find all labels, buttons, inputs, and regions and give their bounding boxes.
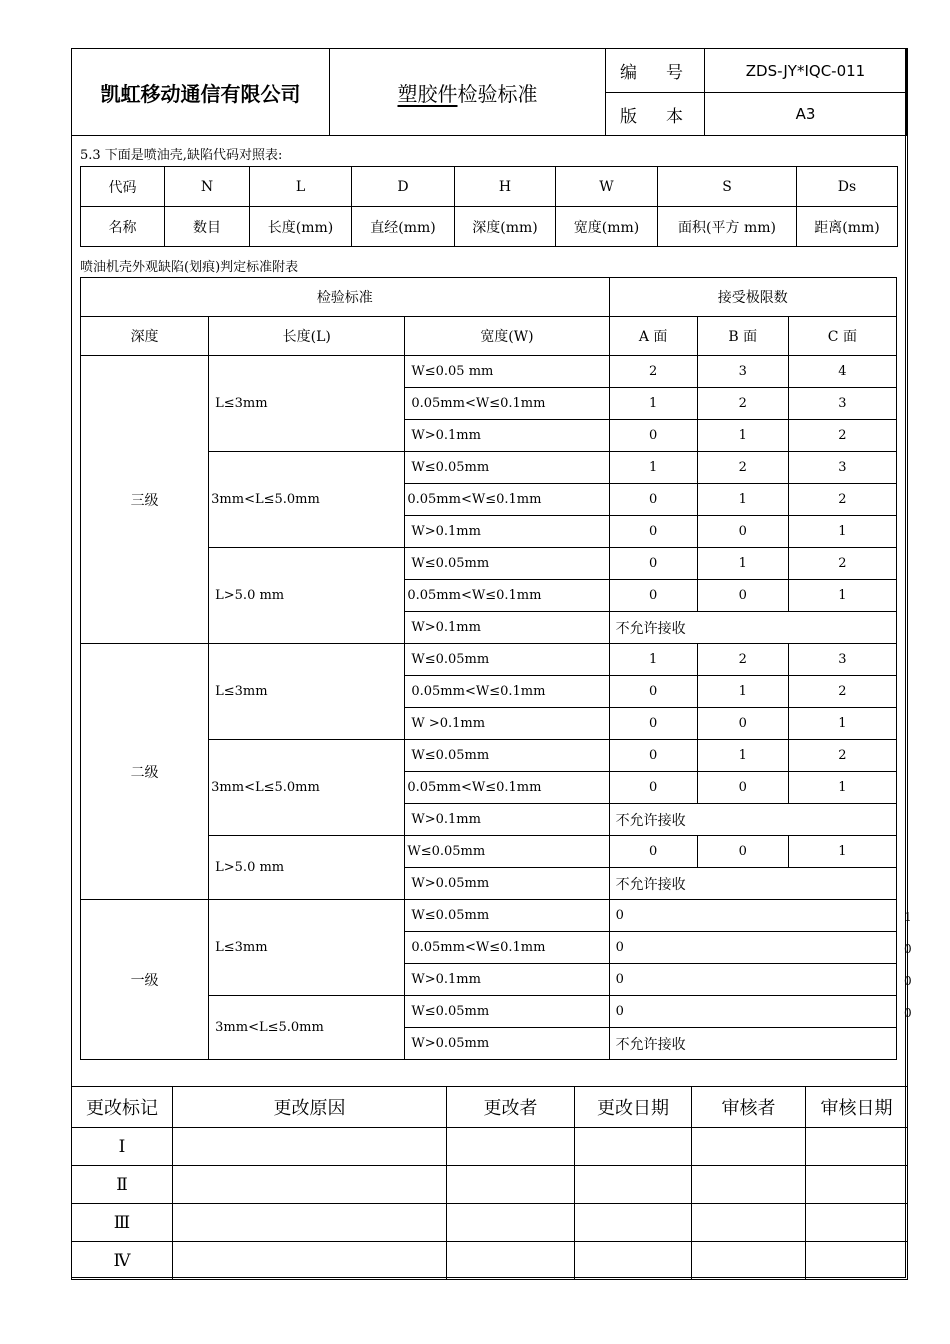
merged-limit-cell: 0 <box>609 996 896 1028</box>
code-cell: 代码 <box>81 167 165 207</box>
a-value: 0 <box>609 420 697 452</box>
length-header: 长度(L) <box>209 317 405 356</box>
c-value: 3 <box>788 388 896 420</box>
revision-header: 审核日期 <box>806 1087 908 1128</box>
b-value: 0 <box>697 708 788 740</box>
revision-cell <box>173 1242 447 1280</box>
revision-cell <box>575 1128 692 1166</box>
code-row <box>81 167 898 207</box>
name-cell: 距离(mm) <box>797 207 898 247</box>
not-accepted-cell: 不允许接收 <box>609 612 896 644</box>
width-cell: W>0.1mm <box>405 964 609 996</box>
width-cell: W≤0.05mm <box>405 548 609 580</box>
a-value: 0 <box>609 484 697 516</box>
level-cell: 三级 <box>81 356 209 644</box>
b-value: 1 <box>697 484 788 516</box>
criteria-table-caption: 喷油机壳外观缺陷(划痕)判定标准附表 <box>80 260 299 275</box>
a-value: 1 <box>609 452 697 484</box>
c-value: 1 <box>788 772 896 804</box>
revision-cell <box>447 1128 575 1166</box>
revision-table <box>71 1086 908 1280</box>
width-cell: 0.05mm<W≤0.1mm <box>405 388 609 420</box>
title-underlined-part: 塑胶件 <box>397 81 458 106</box>
c-value: 1 <box>788 580 896 612</box>
defect-code-table <box>80 166 898 247</box>
length-cell: L>5.0 mm <box>209 836 405 900</box>
c-value: 3 <box>788 452 896 484</box>
width-cell: W>0.1mm <box>405 612 609 644</box>
name-row <box>81 207 898 247</box>
c-value: 1 <box>788 516 896 548</box>
revision-header: 更改日期 <box>575 1087 692 1128</box>
name-cell: 面积(平方 mm) <box>658 207 797 247</box>
revision-cell <box>806 1204 908 1242</box>
surface-b-header: B 面 <box>697 317 788 356</box>
revision-cell <box>692 1242 806 1280</box>
revision-cell <box>575 1166 692 1204</box>
name-cell: 直经(mm) <box>352 207 455 247</box>
c-value: 2 <box>788 484 896 516</box>
length-cell: L≤3mm <box>209 644 405 740</box>
revision-cell <box>173 1166 447 1204</box>
b-value: 0 <box>697 516 788 548</box>
c-value: 4 <box>788 356 896 388</box>
width-cell: W>0.1mm <box>405 420 609 452</box>
width-cell: W>0.1mm <box>405 804 609 836</box>
code-cell: N <box>165 167 250 207</box>
b-value: 0 <box>697 580 788 612</box>
number-label: 编 号 <box>606 49 705 93</box>
revision-cell <box>575 1204 692 1242</box>
c-value: 2 <box>788 548 896 580</box>
b-value: 1 <box>697 420 788 452</box>
length-cell: 3mm<L≤5.0mm <box>209 740 405 836</box>
code-cell: L <box>250 167 352 207</box>
stray-mark: 0 <box>904 942 912 956</box>
document-header <box>71 48 907 136</box>
width-cell: 0.05mm<W≤0.1mm <box>405 772 609 804</box>
revision-cell <box>447 1242 575 1280</box>
a-value: 0 <box>609 548 697 580</box>
length-cell: 3mm<L≤5.0mm <box>209 452 405 548</box>
a-value: 0 <box>609 836 697 868</box>
b-value: 1 <box>697 676 788 708</box>
surface-a-header: A 面 <box>609 317 697 356</box>
code-cell: S <box>658 167 797 207</box>
revision-cell <box>173 1204 447 1242</box>
length-cell: 3mm<L≤5.0mm <box>209 996 405 1060</box>
c-value: 3 <box>788 644 896 676</box>
acceptance-limit-header: 接受极限数 <box>609 278 896 317</box>
b-value: 2 <box>697 644 788 676</box>
revision-header: 审核者 <box>692 1087 806 1128</box>
width-cell: W≤0.05 mm <box>405 356 609 388</box>
company-name: 凯虹移动通信有限公司 <box>72 49 330 136</box>
c-value: 2 <box>788 420 896 452</box>
c-value: 1 <box>788 708 896 740</box>
document-number: ZDS-JY*IQC-011 <box>705 49 907 93</box>
revision-header: 更改原因 <box>173 1087 447 1128</box>
width-cell: W >0.1mm <box>405 708 609 740</box>
width-cell: W>0.05mm <box>405 1028 609 1060</box>
revision-cell <box>575 1242 692 1280</box>
merged-limit-cell: 0 <box>609 900 896 932</box>
revision-cell <box>447 1166 575 1204</box>
b-value: 1 <box>697 548 788 580</box>
inspection-standard-header: 检验标准 <box>81 278 610 317</box>
level-cell: 二级 <box>81 644 209 900</box>
width-cell: 0.05mm<W≤0.1mm <box>405 484 609 516</box>
revision-mark: Ⅱ <box>72 1166 173 1204</box>
width-cell: W>0.05mm <box>405 868 609 900</box>
a-value: 1 <box>609 388 697 420</box>
width-cell: 0.05mm<W≤0.1mm <box>405 580 609 612</box>
revision-header: 更改标记 <box>72 1087 173 1128</box>
stray-mark: 1 <box>904 910 912 924</box>
depth-header: 深度 <box>81 317 209 356</box>
revision-cell <box>447 1204 575 1242</box>
width-cell: W≤0.05mm <box>405 740 609 772</box>
scratch-criteria-table <box>80 277 897 1060</box>
width-cell: W≤0.05mm <box>405 836 609 868</box>
title-rest: 检验标准 <box>457 81 538 106</box>
width-header: 宽度(W) <box>405 317 609 356</box>
width-cell: 0.05mm<W≤0.1mm <box>405 676 609 708</box>
name-cell: 深度(mm) <box>455 207 556 247</box>
width-cell: W≤0.05mm <box>405 644 609 676</box>
length-cell: L≤3mm <box>209 900 405 996</box>
revision-cell <box>806 1128 908 1166</box>
b-value: 1 <box>697 740 788 772</box>
a-value: 0 <box>609 740 697 772</box>
width-cell: W≤0.05mm <box>405 996 609 1028</box>
c-value: 2 <box>788 676 896 708</box>
stray-mark: 0 <box>904 1006 912 1020</box>
name-cell: 宽度(mm) <box>556 207 658 247</box>
length-cell: L≤3mm <box>209 356 405 452</box>
c-value: 1 <box>788 836 896 868</box>
document-title <box>330 49 606 136</box>
document-version: A3 <box>705 93 907 136</box>
a-value: 0 <box>609 676 697 708</box>
c-value: 2 <box>788 740 896 772</box>
revision-cell <box>692 1166 806 1204</box>
stray-mark: 0 <box>904 974 912 988</box>
a-value: 0 <box>609 772 697 804</box>
surface-c-header: C 面 <box>788 317 896 356</box>
revision-cell <box>692 1204 806 1242</box>
not-accepted-cell: 不允许接收 <box>609 868 896 900</box>
revision-cell <box>806 1242 908 1280</box>
a-value: 1 <box>609 644 697 676</box>
merged-limit-cell: 0 <box>609 932 896 964</box>
a-value: 0 <box>609 516 697 548</box>
width-cell: W≤0.05mm <box>405 452 609 484</box>
revision-mark: Ⅳ <box>72 1242 173 1280</box>
width-cell: W>0.1mm <box>405 516 609 548</box>
level-cell: 一级 <box>81 900 209 1060</box>
name-cell: 数目 <box>165 207 250 247</box>
b-value: 0 <box>697 836 788 868</box>
width-cell: W≤0.05mm <box>405 900 609 932</box>
version-label: 版 本 <box>606 93 705 136</box>
revision-mark: Ⅲ <box>72 1204 173 1242</box>
code-cell: Ds <box>797 167 898 207</box>
b-value: 2 <box>697 388 788 420</box>
width-cell: 0.05mm<W≤0.1mm <box>405 932 609 964</box>
revision-cell <box>692 1128 806 1166</box>
revision-cell <box>173 1128 447 1166</box>
code-cell: W <box>556 167 658 207</box>
length-cell: L>5.0 mm <box>209 548 405 644</box>
code-cell: H <box>455 167 556 207</box>
name-cell: 名称 <box>81 207 165 247</box>
a-value: 2 <box>609 356 697 388</box>
revision-header: 更改者 <box>447 1087 575 1128</box>
b-value: 2 <box>697 452 788 484</box>
b-value: 3 <box>697 356 788 388</box>
code-table-caption: 5.3 下面是喷油壳,缺陷代码对照表: <box>80 148 283 163</box>
revision-mark: Ⅰ <box>72 1128 173 1166</box>
b-value: 0 <box>697 772 788 804</box>
not-accepted-cell: 不允许接收 <box>609 1028 896 1060</box>
not-accepted-cell: 不允许接收 <box>609 804 896 836</box>
a-value: 0 <box>609 580 697 612</box>
code-cell: D <box>352 167 455 207</box>
a-value: 0 <box>609 708 697 740</box>
revision-cell <box>806 1166 908 1204</box>
merged-limit-cell: 0 <box>609 964 896 996</box>
name-cell: 长度(mm) <box>250 207 352 247</box>
